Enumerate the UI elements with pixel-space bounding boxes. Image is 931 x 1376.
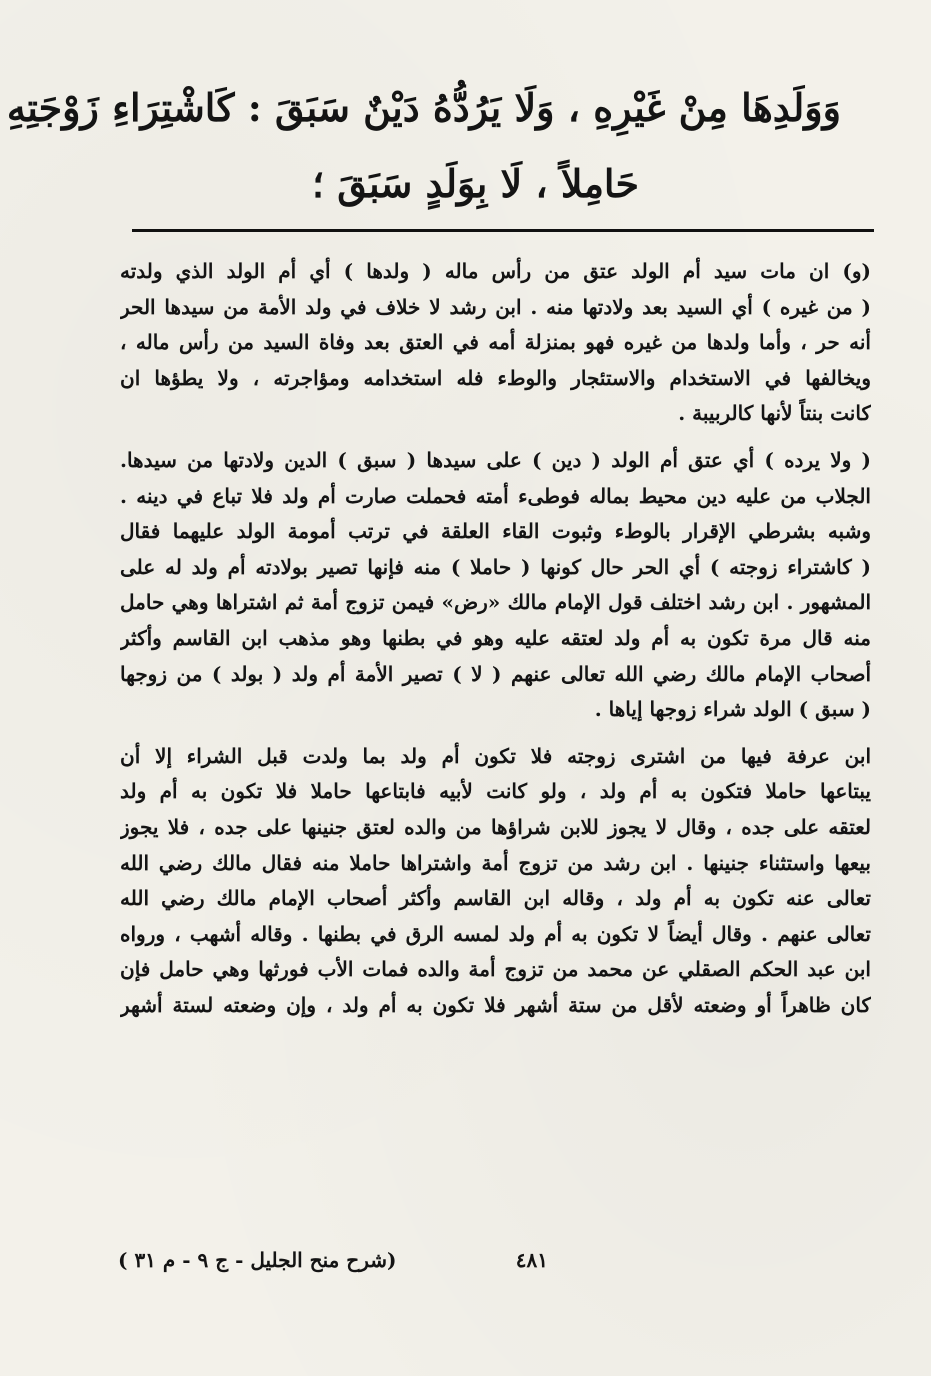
matn-line-1: وَوَلَدِهَا مِنْ غَيْرِهِ ، وَلَا يَرُدُّهُ دَيْنٌ سَبَقَ : كَاشْتِرَاءِ زَوْجَتِهِ [6,85,841,130]
text-line: أنه حر ، وأما ولدها من غيره فهو بمنزلة أمه في العتق بعد وفاة السيد من رأس ماله ، [120,330,871,355]
text-line: ( كاشتراء زوجته ) أي الحر حال كونها ( حاملا ) منه فإنها تصير بولادته أم ولد له على [120,554,871,579]
page-footer [118,1240,878,1280]
text-line: (و) ان مات سيد أم الولد عتق من رأس ماله ( ولدها ) أي أم الولد الذي ولدته [120,259,871,283]
text-line: الجلاب من عليه دين محيط بماله فوطىء أمته فحملت صارت أم ولد فلا تباع في دينه . [120,483,871,508]
text-line: ويخالفها في الاستخدام والاستئجار والوطء فله استخدامه ومؤاجرته ، ولا يطؤها ان [120,365,871,390]
matn-line-2: حَامِلاً ، لَا بِوَلَدٍ سَبَقَ ؛ [312,161,639,206]
text-line: لعتقه على جده ، وقال لا يجوز للابن شراؤها من والده لعتق جنينها على جده ، فلا يجوز [120,814,871,839]
page-number: ٤٨١ [515,1248,548,1272]
text-line: كان ظاهراً أو وضعته لأقل من ستة أشهر فلا تكون به أم ولد ، وإن وضعته لستة أشهر [120,992,871,1017]
paragraph-gap [120,432,871,443]
paragraph-2 [120,443,871,728]
matn-text [6,70,841,222]
text-line: كانت بنتاً لأنها كالربيبة . [678,401,871,426]
paragraph-3 [120,739,871,1024]
text-line: ( ولا يرده ) أي عتق أم الولد ( دين ) على سيدها ( سبق ) الدين ولادتها من سيدها. [120,447,871,472]
text-line: ( من غيره ) أي السيد بعد ولادتها منه . ابن رشد لا خلاف في ولد الأمة من سيدها الحر [120,294,871,319]
text-line: وشبه بشرطي الإقرار بالوطء وثبوت القاء العلقة في ترتب أمومة الولد عليهما فقال [120,519,871,544]
commentary-text [120,254,871,1023]
text-line: ابن عرفة فيها من اشترى زوجته فلا تكون أم ولد بما ولدت قبل الشراء إلا أن [120,743,871,768]
text-line: أصحاب الإمام مالك رضي الله تعالى عنهم ( لا ) تصير الأمة أم ولد ( بولد ) من زوجها [120,661,871,686]
paragraph-1 [120,254,871,432]
text-line: تعالى عنهم . وقال أيضاً لا تكون به أم ولد لمسه الرق في بطنها . وقاله أشهب ، ورواه [120,921,871,946]
separator-rule [132,229,874,232]
text-line: ( سبق ) الولد شراء زوجها إياها . [594,697,871,722]
text-line: المشهور . ابن رشد اختلف قول الإمام مالك «رض» فيمن تزوج أمة ثم اشتراها وهي حامل [120,590,871,615]
text-line: يبتاعها حاملا فتكون به أم ولد ، ولو كانت لأبيه فابتاعها حاملا فلا تكون به أم ولد [120,779,871,804]
text-line: تعالى عنه تكون به أم ولد ، وقاله ابن القاسم وأكثر أصحاب الإمام مالك رضي الله [120,886,871,911]
book-reference: (شرح منح الجليل - ج ٩ - م ٣١ ) [118,1248,397,1272]
text-line: منه قال مرة تكون به أم ولد لعتقه عليه وهو في بطنها وهو مذهب ابن القاسم وأكثر [120,625,871,650]
paragraph-gap [120,728,871,739]
text-line: بيعها واستثناء جنينها . ابن رشد من تزوج أمة واشتراها حاملا منه فقال مالك رضي الله [120,850,871,875]
text-line: ابن عبد الحكم الصقلي عن محمد من تزوج أمة والده فمات الأب فورثها وهي حامل فإن [120,957,871,982]
